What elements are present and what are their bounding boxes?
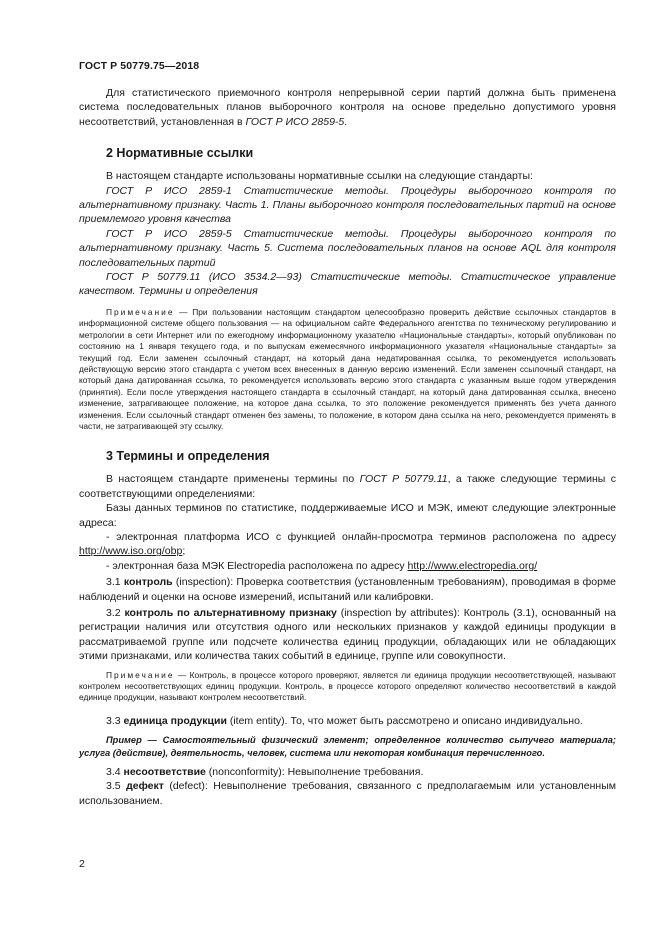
reference-item: ГОСТ Р 50779.11 (ИСО 3534.2—93) Статистические методы. Статистическое управление качеством. Термины и определения <box>79 271 616 298</box>
reference-item: ГОСТ Р ИСО 2859-5 Статистические методы. Процедуры выборочного контроля по альтернативному признаку. Часть 5. Система последовательных планов на основе AQL для контроля последовательных партий <box>79 227 616 269</box>
document-header: ГОСТ Р 50779.75—2018 <box>79 60 200 72</box>
note-label: Примечание <box>106 669 175 680</box>
term-3-1: 3.1 контроль (inspection): Проверка соответствия (установленным требованиям), проводимая в форме наблюдений и оценки на основе измерений, испытаний или калибровки. <box>79 576 617 603</box>
section-3-lead: В настоящем стандарте применены термины по ГОСТ Р 50779.11, а также следующие термины с соответствующими определениями: <box>79 473 617 500</box>
term-name: контроль <box>123 576 173 589</box>
iso-obp-link[interactable]: http://www.iso.org/obp <box>79 545 183 558</box>
intro-paragraph: Для статистического приемочного контроля непрерывной серии партий должна быть применена система последовательных планов выборочного контроля на основе предельно допустимого уровня несоответствий, установленная в ГОСТ Р ИСО 2859-5. <box>79 87 616 128</box>
term-name: дефект <box>126 780 164 793</box>
term-name: единица продукции <box>123 714 227 727</box>
term-3-4: 3.4 несоответствие (nonconformity): Невыполнение требования. <box>106 766 424 779</box>
section-2-heading: 2 Нормативные ссылки <box>106 146 254 161</box>
term-3-2: 3.2 контроль по альтернативному признаку (inspection by attributes): Контроль (3.1), основанный на регистрации наличия или отсутствия одного или нескольких признаков у каждой единицы продукции в рассматриваемой группе или подсчете количества единиц продукции, обладающих или не обладающих этими признаками, или количества таких событий в единице, группе или совокупности. <box>79 607 616 663</box>
standard-reference: ГОСТ Р 50779.11 <box>359 473 448 486</box>
section-2-lead: В настоящем стандарте использованы нормативные ссылки на следующие стандарты: <box>106 170 533 183</box>
term-name: несоответствие <box>123 766 206 779</box>
section-2-note: Примечание — При пользовании настоящим стандартом целесообразно проверить действие ссылочных стандартов в информационной системе общего пользования — на официальном сайте Федерального агентства по техническому регулированию и метрологии в сети Интернет или по ежегодному информационному указателю «Национальные стандарты», который опубликован по состоянию на 1 января текущего года, и по выпускам ежемесячного информационного указателя «Национальные стандарты» за текущий год. Если заменен ссылочный стандарт, на который дана недатированная ссылка, то рекомендуется использовать действующую версию этого стандарта с учетом всех внесенных в данную версию изменений. Если заменен ссылочный стандарт, на который дана датированная ссылка, то рекомендуется использовать версию этого стандарта с указанным выше годом утверждения (принятия). Если после утверждения настоящего стандарта в ссылочный стандарт, на который дана датированная ссылка, внесено изменение, затрагивающее положение, на которое дана ссылка, то это положение рекомендуется применять без учета данного изменения. Если ссылочный стандарт отменен без замены, то положение, в котором дана ссылка на него, рекомендуется применять в части, не затрагивающей эту ссылку. <box>79 306 616 431</box>
term-3-2-note: Примечание — Контроль, в процессе которого проверяют, является ли единица продукции несоответствующей, называют контролем несоответствующих единиц продукции. Контроль, в процессе которого определяют количество несоответствий в каждой единице продукции, называют контролем несоответствий. <box>79 669 616 703</box>
electropedia-link[interactable]: http://www.electropedia.org/ <box>407 559 538 572</box>
standard-reference: ГОСТ Р ИСО 2859-5 <box>245 115 345 128</box>
term-3-3-example: Пример — Самостоятельный физический элемент; определенное количество сыпучего материала; услуга (действие), деятельность, человек, система или некоторая комбинация перечисленного. <box>79 735 616 758</box>
term-3-5: 3.5 дефект (defect): Невыполнение требования, связанного с предполагаемым или установленным использованием. <box>79 780 616 807</box>
reference-item: ГОСТ Р ИСО 2859-1 Статистические методы. Процедуры выборочного контроля по альтернативному признаку. Часть 1. Планы выборочного контроля последовательных партий на основе приемлемого уровня качества <box>79 184 616 226</box>
term-3-3: 3.3 единица продукции (item entity). То, что может быть рассмотрено и описано индивидуально. <box>106 714 583 727</box>
iso-database-line: - электронная платформа ИСО с функцией онлайн-просмотра терминов расположена по адресу http://www.iso.org/obp; <box>79 530 616 558</box>
section-3-heading: 3 Термины и определения <box>106 449 270 464</box>
term-name: контроль по альтернативному признаку <box>124 607 337 619</box>
page-number: 2 <box>79 858 85 870</box>
page-content <box>79 86 616 808</box>
iec-database-line: - электронная база МЭК Electropedia расположена по адресу http://www.electropedia.org/ <box>106 559 538 572</box>
term-databases-intro: Базы данных терминов по статистике, поддерживаемые ИСО и МЭК, имеют следующие электронные адреса: <box>79 502 616 529</box>
note-label: Примечание <box>106 306 175 317</box>
